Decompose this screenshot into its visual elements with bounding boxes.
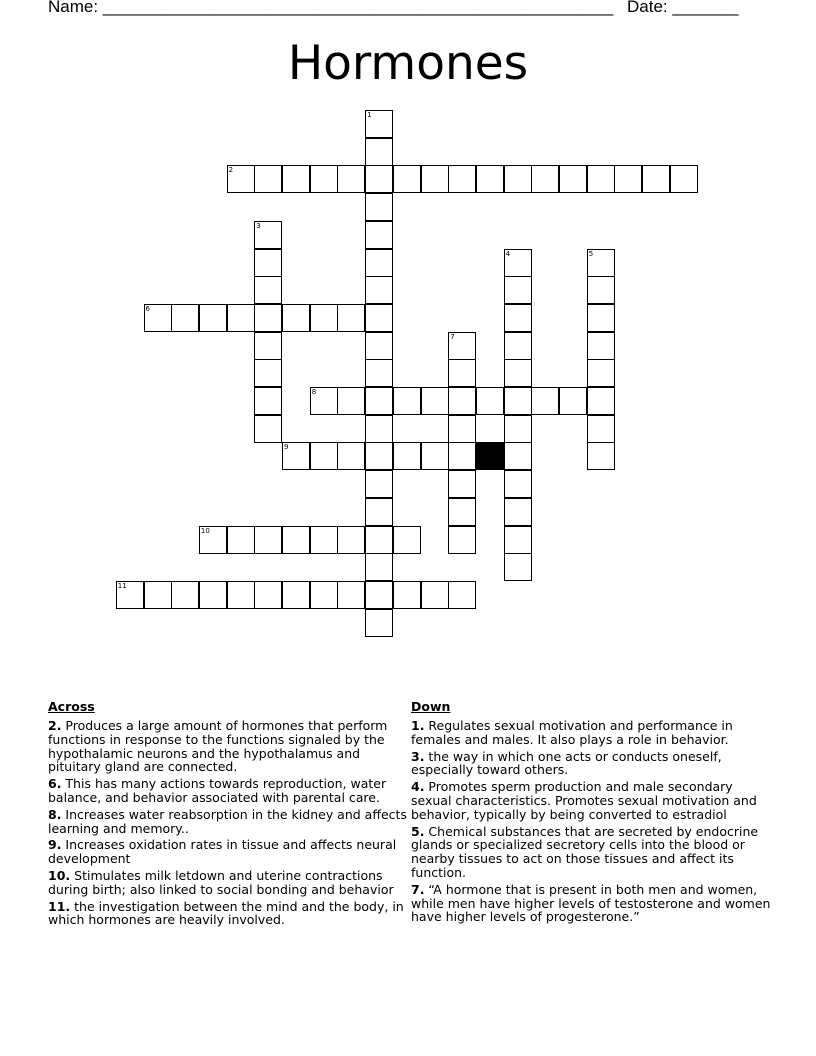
clue-number: 7. — [411, 881, 425, 897]
crossword-cell[interactable] — [504, 470, 532, 498]
crossword-cell[interactable] — [559, 165, 587, 193]
clue-item — [48, 719, 408, 774]
crossword-cell[interactable] — [365, 553, 393, 581]
crossword-cell[interactable] — [448, 498, 476, 526]
crossword-cell[interactable] — [254, 359, 282, 387]
crossword-cell[interactable] — [199, 304, 227, 332]
crossword-cell[interactable] — [337, 387, 365, 415]
crossword-cell[interactable] — [337, 526, 365, 554]
clue-text: Stimulates milk letdown and uterine contractions during birth; also linked to social bonding and behavior — [48, 867, 394, 897]
crossword-cell[interactable] — [421, 442, 449, 470]
clue-number-label: 5 — [588, 249, 594, 258]
clue-text: Chemical substances that are secreted by endocrine glands or specialized secretory cells into the blood or nearby tissues to act on those tissues and affect its function. — [411, 823, 759, 880]
across-heading: Across — [48, 699, 95, 714]
clue-number: 8. — [48, 806, 62, 822]
clue-text: Produces a large amount of hormones that perform functions in response to the functions signaled by the hypothalamic neurons and the hypothalamus and pituitary gland are connected. — [48, 718, 388, 775]
clue-item — [48, 869, 408, 897]
crossword-cell[interactable] — [365, 193, 393, 221]
clue-number: 3. — [411, 748, 425, 764]
clue-text: the way in which one acts or conducts oneself, especially toward others. — [411, 748, 722, 778]
crossword-cell[interactable] — [365, 165, 393, 193]
clue-text: This has many actions towards reproduction, water balance, and behavior associated with parental care. — [48, 776, 387, 805]
clue-number-label: 11 — [117, 581, 127, 590]
crossword-cell[interactable] — [504, 332, 532, 360]
crossword-cell[interactable] — [504, 276, 532, 304]
crossword-cell[interactable] — [504, 415, 532, 443]
crossword-cell[interactable] — [476, 387, 504, 415]
clue-number-label: 3 — [256, 221, 261, 230]
crossword-cell[interactable] — [531, 387, 559, 415]
clue-number-label: 8 — [311, 388, 317, 396]
crossword-cell[interactable] — [365, 249, 393, 277]
crossword-cell[interactable] — [254, 581, 282, 609]
crossword-cell[interactable] — [310, 165, 338, 193]
crossword-cell[interactable] — [116, 581, 144, 609]
clue-number: 11. — [48, 898, 71, 914]
clue-text: Promotes sperm production and male secondary sexual characteristics. Promotes sexual motivation and behavior, typically by being converted to estradiol — [411, 779, 757, 822]
clue-item — [411, 719, 771, 747]
crossword-cell[interactable] — [227, 165, 255, 193]
crossword-cell[interactable] — [254, 304, 282, 332]
down-list — [411, 719, 771, 924]
crossword-cell[interactable] — [504, 526, 532, 554]
crossword-cell[interactable] — [448, 165, 476, 193]
clue-item — [48, 777, 408, 805]
crossword-cell[interactable] — [587, 165, 615, 193]
clue-text: the investigation between the mind and the body, in which hormones are heavily involved. — [48, 898, 404, 928]
crossword-cell[interactable] — [504, 249, 532, 277]
crossword-cell[interactable] — [504, 553, 532, 581]
clue-item — [411, 780, 771, 821]
crossword-cell[interactable] — [587, 332, 615, 360]
crossword-cell[interactable] — [254, 165, 282, 193]
crossword-cell[interactable] — [199, 526, 227, 554]
across-clues — [48, 698, 408, 930]
crossword-cell[interactable] — [365, 304, 393, 332]
crossword-cell[interactable] — [365, 359, 393, 387]
clue-number: 10. — [48, 867, 71, 883]
crossword-cell[interactable] — [144, 581, 172, 609]
crossword-cell[interactable] — [254, 415, 282, 443]
clue-number-label: 1 — [367, 111, 372, 119]
crossword-cell[interactable] — [393, 387, 421, 415]
clue-number-label: 2 — [228, 166, 234, 175]
crossword-cell[interactable] — [144, 304, 172, 332]
crossword-cell[interactable] — [448, 442, 476, 470]
crossword-cell[interactable] — [448, 387, 476, 415]
crossword-cell[interactable] — [227, 526, 255, 554]
clue-text: Regulates sexual motivation and performance in females and males. It also plays a role in behavior. — [411, 718, 733, 747]
crossword-cell[interactable] — [587, 304, 615, 332]
crossword-cell[interactable] — [337, 304, 365, 332]
crossword-cell[interactable] — [254, 276, 282, 304]
clue-item — [48, 838, 408, 866]
clue-number-label: 10 — [200, 526, 210, 535]
crossword-cell[interactable] — [365, 526, 393, 554]
crossword-cell[interactable] — [310, 526, 338, 554]
crossword-cell[interactable] — [282, 442, 310, 470]
crossword-cell[interactable] — [254, 526, 282, 554]
across-list — [48, 719, 408, 927]
crossword-cell[interactable] — [587, 387, 615, 415]
clue-number: 4. — [411, 779, 425, 795]
crossword-cell[interactable] — [504, 165, 532, 193]
clue-item — [411, 883, 771, 924]
crossword-cell[interactable] — [254, 387, 282, 415]
crossword-cell[interactable] — [365, 221, 393, 249]
date-field: Date: _______ — [627, 0, 739, 16]
crossword-cell[interactable] — [448, 470, 476, 498]
crossword-cell[interactable] — [448, 359, 476, 387]
crossword-cell[interactable] — [587, 359, 615, 387]
clue-number-label: 7 — [450, 332, 455, 341]
crossword-cell[interactable] — [199, 581, 227, 609]
crossword-cell[interactable] — [587, 442, 615, 470]
crossword-cell[interactable] — [476, 165, 504, 193]
crossword-cell[interactable] — [254, 332, 282, 360]
crossword-cell[interactable] — [365, 609, 393, 637]
crossword-cell[interactable] — [587, 276, 615, 304]
crossword-cell[interactable] — [531, 165, 559, 193]
crossword-cell[interactable] — [310, 442, 338, 470]
crossword-cell[interactable] — [448, 581, 476, 609]
crossword-cell[interactable] — [504, 387, 532, 415]
crossword-cell[interactable] — [587, 415, 615, 443]
crossword-cell[interactable] — [642, 165, 670, 193]
crossword-cell[interactable] — [365, 581, 393, 609]
crossword-cell[interactable] — [254, 249, 282, 277]
clue-item — [411, 825, 771, 880]
crossword-cell[interactable] — [365, 110, 393, 138]
clue-text: “A hormone that is present in both men and women, while men have higher levels of testosterone and women have higher levels of progesterone.” — [411, 881, 771, 925]
crossword-cell[interactable] — [282, 581, 310, 609]
crossword-cell[interactable] — [421, 581, 449, 609]
crossword-cell[interactable] — [421, 165, 449, 193]
crossword-cell[interactable] — [310, 387, 338, 415]
crossword-cell[interactable] — [365, 415, 393, 443]
clue-number: 9. — [48, 837, 62, 853]
crossword-cell[interactable] — [171, 581, 199, 609]
crossword-cell[interactable] — [254, 221, 282, 249]
crossword-cell[interactable] — [670, 165, 698, 193]
crossword-cell[interactable] — [337, 442, 365, 470]
crossword-cell[interactable] — [227, 581, 255, 609]
crossword-cell[interactable] — [504, 359, 532, 387]
crossword-cell[interactable] — [365, 332, 393, 360]
clue-number: 6. — [48, 776, 62, 792]
crossword-cell[interactable] — [227, 304, 255, 332]
crossword-cell[interactable] — [310, 304, 338, 332]
crossword-cell[interactable] — [282, 304, 310, 332]
crossword-cell[interactable] — [365, 276, 393, 304]
black-square — [476, 442, 504, 470]
crossword-cell[interactable] — [504, 442, 532, 470]
crossword-cell[interactable] — [393, 526, 421, 554]
crossword-cell[interactable] — [504, 304, 532, 332]
clue-item — [48, 900, 408, 928]
clue-item — [48, 808, 408, 836]
name-field: Name: ______________________________________________________ — [48, 0, 614, 16]
down-clues — [411, 698, 771, 927]
clue-number: 2. — [48, 718, 62, 733]
crossword-cell[interactable] — [393, 165, 421, 193]
clue-number-label: 4 — [505, 249, 511, 258]
clue-number-label: 9 — [284, 443, 289, 452]
crossword-cell[interactable] — [587, 249, 615, 277]
crossword-cell[interactable] — [614, 165, 642, 193]
page-title: Hormones — [287, 36, 529, 91]
clue-text: Increases water reabsorption in the kidney and affects learning and memory.. — [48, 806, 407, 836]
clue-number: 1. — [411, 718, 425, 733]
crossword-cell[interactable] — [365, 470, 393, 498]
down-heading: Down — [411, 699, 451, 714]
crossword-cell[interactable] — [365, 387, 393, 415]
crossword-cell[interactable] — [559, 387, 587, 415]
crossword-cell[interactable] — [365, 138, 393, 166]
crossword-cell[interactable] — [337, 581, 365, 609]
crossword-cell[interactable] — [337, 165, 365, 193]
crossword-cell[interactable] — [365, 442, 393, 470]
crossword-cell[interactable] — [282, 165, 310, 193]
crossword-cell[interactable] — [448, 332, 476, 360]
crossword-cell[interactable] — [393, 581, 421, 609]
crossword-cell[interactable] — [504, 498, 532, 526]
crossword-cell[interactable] — [448, 526, 476, 554]
crossword-cell[interactable] — [421, 387, 449, 415]
crossword-cell[interactable] — [448, 415, 476, 443]
crossword-cell[interactable] — [310, 581, 338, 609]
crossword-cell[interactable] — [171, 304, 199, 332]
clue-number-label: 6 — [145, 304, 150, 313]
crossword-cell[interactable] — [282, 526, 310, 554]
crossword-cell[interactable] — [365, 498, 393, 526]
crossword-cell[interactable] — [393, 442, 421, 470]
clue-number: 5. — [411, 823, 425, 839]
clue-item — [411, 750, 771, 778]
clue-text: Increases oxidation rates in tissue and affects neural development — [48, 837, 397, 867]
